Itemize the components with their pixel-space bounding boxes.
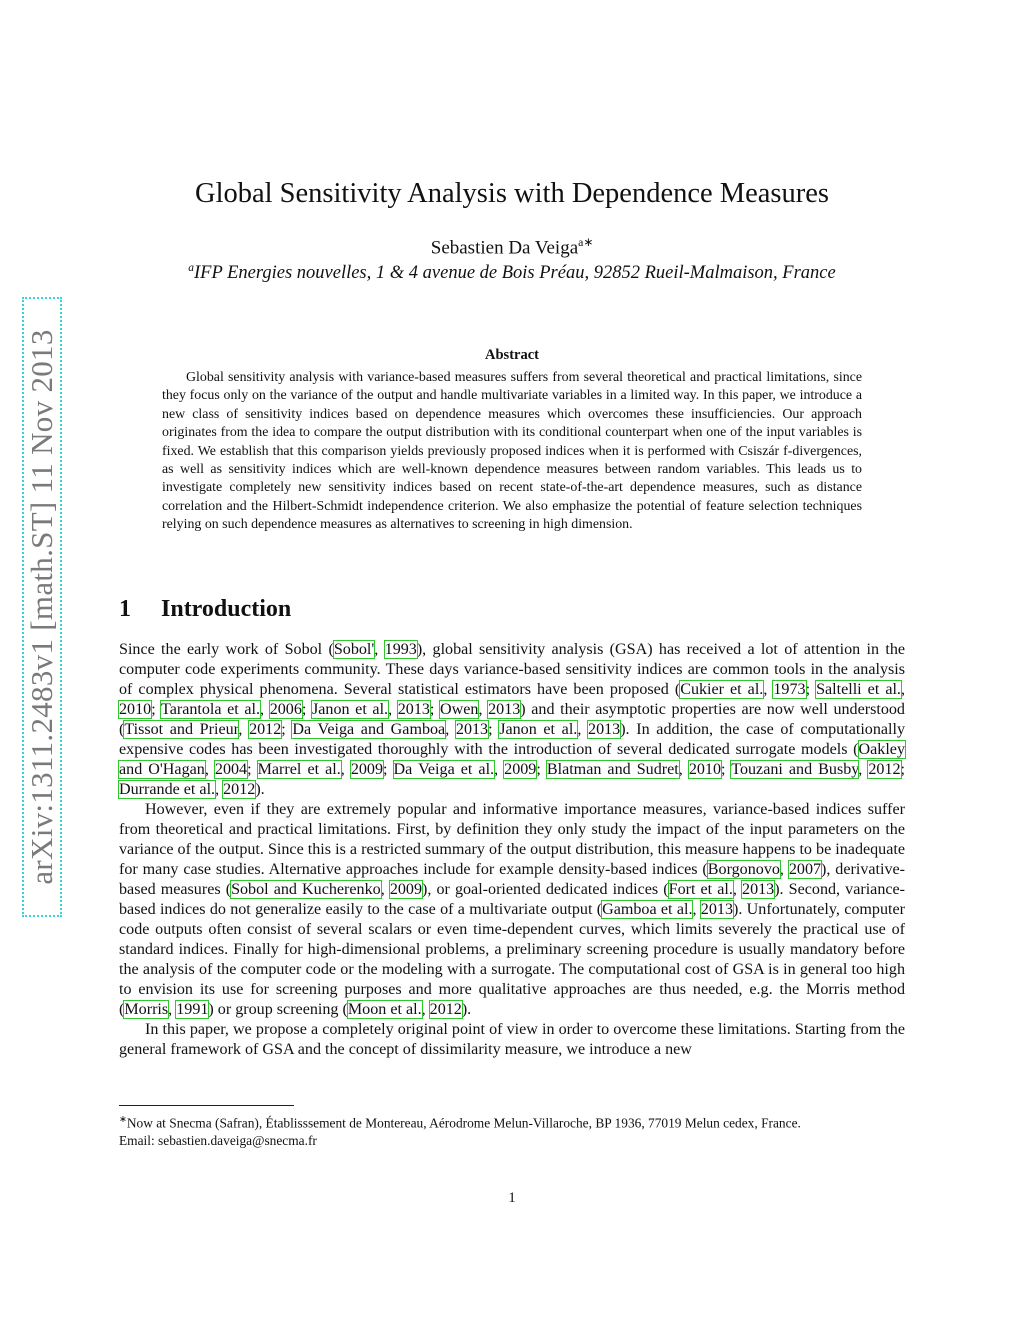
- citation-year-link[interactable]: 2004: [214, 761, 248, 778]
- body-text: [119, 640, 905, 1060]
- citation-year-link[interactable]: 2007: [788, 861, 822, 878]
- author-line: [0, 235, 1024, 259]
- citation-year-link[interactable]: 2013: [742, 881, 775, 898]
- footnote-line-1: ∗Now at Snecma (Safran), Établisssement de Montereau, Aérodrome Melun-Villaroche, BP 1936, 77019 Melun cedex, France.: [119, 1115, 801, 1131]
- citation-link[interactable]: Tarantola et al.: [161, 701, 261, 718]
- author-name: Sebastien Da Veiga: [430, 237, 579, 259]
- citation-year-link[interactable]: 2012: [223, 781, 256, 798]
- page-number: 1: [508, 1190, 516, 1206]
- citation-link[interactable]: Saltelli et al.: [816, 681, 901, 698]
- footnote-line-2: Email: sebastien.daveiga@snecma.fr: [119, 1133, 317, 1149]
- citation-link[interactable]: Owen: [440, 701, 479, 718]
- citation-year-link[interactable]: 2009: [389, 881, 422, 898]
- citation-link[interactable]: Touzani and Busby: [731, 761, 859, 778]
- citation-link[interactable]: Moon et al.: [347, 1001, 422, 1018]
- citation-link[interactable]: Oakley and O'Hagan: [119, 741, 905, 778]
- citation-link[interactable]: Fort et al.: [668, 881, 733, 898]
- citation-link[interactable]: Durrande et al.: [119, 781, 216, 798]
- citation-year-link[interactable]: 2013: [455, 721, 489, 738]
- paragraph-3: In this paper, we propose a completely original point of view in order to overcome these limitations. Starting from the general framework of GSA and the concept of dissimilarity measure, we introduce a new: [119, 1021, 905, 1058]
- citation-link[interactable]: Da Veiga et al.: [393, 761, 495, 778]
- citation-year-link[interactable]: 2013: [700, 901, 733, 918]
- citation-link[interactable]: Sobol and Kucherenko: [231, 881, 381, 898]
- arxiv-stamp-text: arXiv:1311.2483v1 [math.ST] 11 Nov 2013: [24, 329, 59, 885]
- citation-year-link[interactable]: 2010: [688, 761, 722, 778]
- footnote-mark: ∗: [119, 1115, 127, 1125]
- arxiv-stamp[interactable]: [22, 297, 62, 917]
- citation-year-link[interactable]: 2009: [504, 761, 537, 778]
- paragraph-2: However, even if they are extremely popular and informative importance measures, variance-based indices suffer from theoretical and practical limitations. First, by definition they only study the impact of the input parameters on the variance of the output. Since this is a restricted summary of the output distribution, this measure happens to be inadequate for many case studies. Alternative approaches include for example density-based indices (Borgonovo, 2007), derivative-based measures (Sobol and Kucherenko, 2009), or goal-oriented dedicated indices (Fort et al., 2013). Second, variance-based indices do not generalize easily to the case of a multivariate output (Gamboa et al., 2013). Unfortunately, computer code outputs often consist of several scalars or even time-dependent curves, which limits severely the practical use of standard indices. Finally for high-dimensional problems, a preliminary screening procedure is usually mandatory before the analysis of the computer code or the modeling with a surrogate. The computational cost of GSA is in general too high to envision its use for screening purposes and more qualitative approaches are thus needed, e.g. the Morris method (Morris, 1991) or group screening (Moon et al., 2012).: [119, 801, 906, 1018]
- citation-link[interactable]: Da Veiga and Gamboa: [292, 721, 446, 738]
- citation-year-link[interactable]: 1991: [176, 1001, 209, 1018]
- section-heading: [119, 596, 291, 623]
- citation-link[interactable]: Morris: [124, 1001, 169, 1018]
- citation-year-link[interactable]: 1993: [384, 641, 417, 658]
- footnote-rule: [119, 1105, 294, 1106]
- abstract-body: Global sensitivity analysis with variance-based measures suffers from several theoretical and practical limitations, since they focus only on the variance of the output and handle multivariate variables in a limited way. In this paper, we introduce a new class of sensitivity indices based on dependence measures which overcomes these insufficiencies. Our approach originates from the idea to compare the output distribution with its conditional counterpart when one of the input variables is fixed. We establish that this comparison yields previously proposed indices when it is performed with Csiszár f-divergences, as well as sensitivity indices which are well-known dependence measures between random variables. This leads us to investigate completely new sensitivity indices based on recent state-of-the-art dependence measures, such as distance correlation and the Hilbert-Schmidt independence criterion. We also emphasize the potential of feature selection techniques relying on such dependence measures as alternatives to screening in high dimension.: [162, 370, 862, 533]
- citation-link[interactable]: Tissot and Prieur: [124, 721, 239, 738]
- section-number: 1: [119, 596, 131, 622]
- citation-year-link[interactable]: 2012: [868, 761, 901, 778]
- citation-link[interactable]: Cukier et al.: [680, 681, 764, 698]
- citation-link[interactable]: Gamboa et al.: [602, 901, 693, 918]
- author-mark: a∗: [578, 236, 594, 249]
- citation-link[interactable]: Borgonovo: [707, 861, 780, 878]
- affiliation-line: [0, 262, 1024, 284]
- citation-year-link[interactable]: 2013: [588, 721, 621, 738]
- citation-year-link[interactable]: 2009: [350, 761, 384, 778]
- affiliation-mark: a: [188, 262, 195, 274]
- citation-link[interactable]: Janon et al.: [312, 701, 389, 718]
- citation-year-link[interactable]: 2006: [269, 701, 302, 718]
- citation-year-link[interactable]: 2012: [249, 721, 282, 738]
- affiliation-text: IFP Energies nouvelles, 1 & 4 avenue de Bois Préau, 92852 Rueil-Malmaison, France: [194, 263, 836, 284]
- footnote: [119, 1111, 905, 1150]
- citation-link[interactable]: Janon et al.: [499, 721, 578, 738]
- paper-title: Global Sensitivity Analysis with Dependence Measures: [194, 178, 829, 209]
- paragraph-1: Since the early work of Sobol (Sobol', 1993), global sensitivity analysis (GSA) has received a lot of attention in the computer code experiments community. These days variance-based sensitivity indices are common tools in the analysis of complex physical phenomena. Several statistical estimators have been proposed (Cukier et al., 1973; Saltelli et al., 2010; Tarantola et al., 2006; Janon et al., 2013; Owen, 2013) and their asymptotic properties are now well understood (Tissot and Prieur, 2012; Da Veiga and Gamboa, 2013; Janon et al., 2013). In addition, the case of computationally expensive codes has been investigated thoroughly with the introduction of several dedicated surrogate models (Oakley and O'Hagan, 2004; Marrel et al., 2009; Da Veiga et al., 2009; Blatman and Sudret, 2010; Touzani and Busby, 2012; Durrande et al., 2012).: [119, 641, 906, 798]
- citation-year-link[interactable]: 2013: [488, 701, 521, 718]
- citation-year-link[interactable]: 2012: [429, 1001, 462, 1018]
- citation-link[interactable]: Sobol': [333, 641, 375, 658]
- abstract-heading: Abstract: [485, 347, 539, 363]
- section-title: Introduction: [161, 596, 292, 622]
- citation-link[interactable]: Marrel et al.: [257, 761, 341, 778]
- citation-year-link[interactable]: 2013: [397, 701, 430, 718]
- citation-year-link[interactable]: 1973: [773, 681, 806, 698]
- citation-link[interactable]: Blatman and Sudret: [546, 761, 679, 778]
- citation-year-link[interactable]: 2010: [119, 701, 152, 718]
